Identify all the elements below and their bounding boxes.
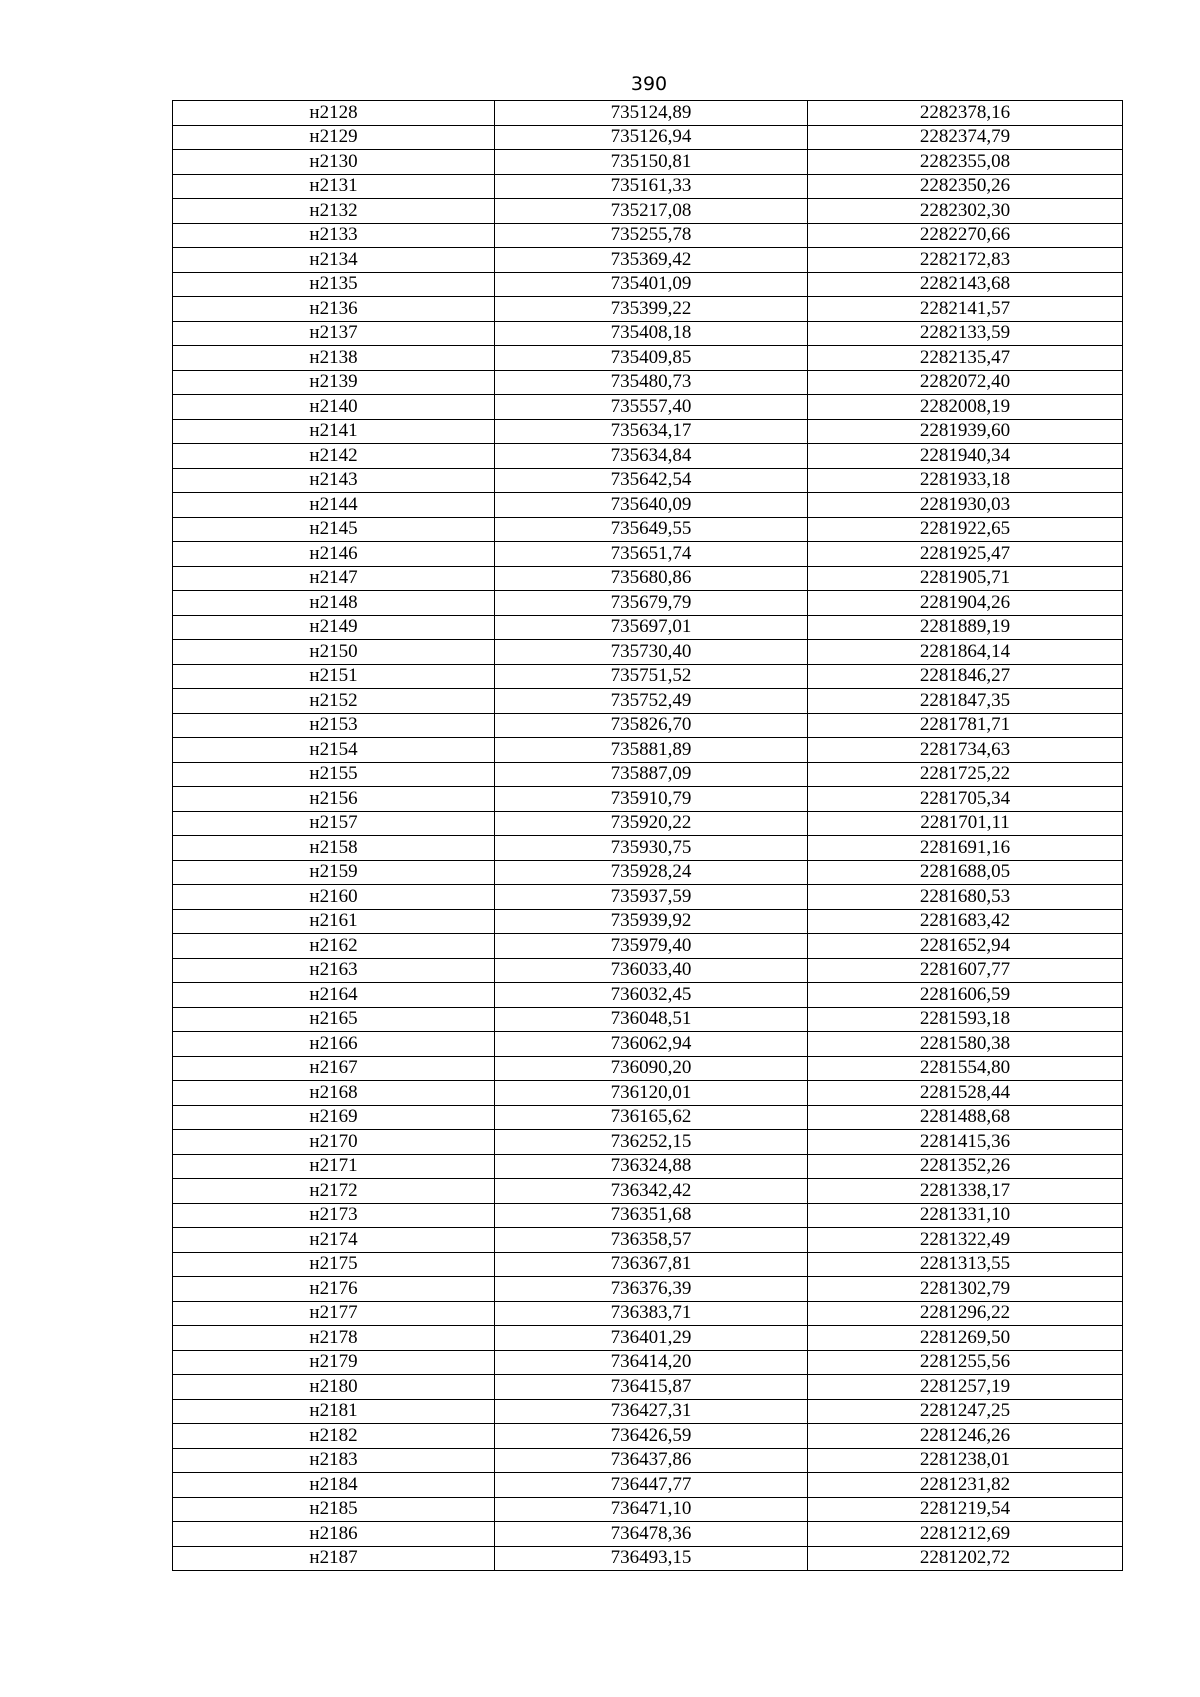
table-row <box>173 566 1123 591</box>
table-row <box>173 591 1123 616</box>
point-id-cell: н2146 <box>173 542 495 567</box>
x-coordinate-cell: 735642,54 <box>495 468 808 493</box>
y-coordinate-cell: 2281212,69 <box>808 1522 1123 1547</box>
table-row <box>173 934 1123 959</box>
x-coordinate-cell: 735651,74 <box>495 542 808 567</box>
point-id-cell: н2170 <box>173 1130 495 1155</box>
y-coordinate-cell: 2281904,26 <box>808 591 1123 616</box>
y-coordinate-cell: 2281246,26 <box>808 1424 1123 1449</box>
y-coordinate-cell: 2281338,17 <box>808 1179 1123 1204</box>
x-coordinate-cell: 735920,22 <box>495 811 808 836</box>
table-row <box>173 1301 1123 1326</box>
point-id-cell: н2138 <box>173 346 495 371</box>
table-row <box>173 811 1123 836</box>
point-id-cell: н2151 <box>173 664 495 689</box>
point-id-cell: н2186 <box>173 1522 495 1547</box>
point-id-cell: н2149 <box>173 615 495 640</box>
point-id-cell: н2137 <box>173 321 495 346</box>
x-coordinate-cell: 735826,70 <box>495 713 808 738</box>
y-coordinate-cell: 2282302,30 <box>808 199 1123 224</box>
y-coordinate-cell: 2281322,49 <box>808 1228 1123 1253</box>
table-row <box>173 689 1123 714</box>
x-coordinate-cell: 736090,20 <box>495 1056 808 1081</box>
x-coordinate-cell: 736383,71 <box>495 1301 808 1326</box>
y-coordinate-cell: 2281313,55 <box>808 1252 1123 1277</box>
table-row <box>173 223 1123 248</box>
x-coordinate-cell: 736062,94 <box>495 1032 808 1057</box>
table-row <box>173 1130 1123 1155</box>
table-row <box>173 370 1123 395</box>
y-coordinate-cell: 2281607,77 <box>808 958 1123 983</box>
table-row <box>173 640 1123 665</box>
table-row <box>173 248 1123 273</box>
x-coordinate-cell: 736367,81 <box>495 1252 808 1277</box>
table-row <box>173 1522 1123 1547</box>
x-coordinate-cell: 736165,62 <box>495 1105 808 1130</box>
y-coordinate-cell: 2281933,18 <box>808 468 1123 493</box>
point-id-cell: н2157 <box>173 811 495 836</box>
point-id-cell: н2134 <box>173 248 495 273</box>
x-coordinate-cell: 735979,40 <box>495 934 808 959</box>
y-coordinate-cell: 2281705,34 <box>808 787 1123 812</box>
y-coordinate-cell: 2282355,08 <box>808 150 1123 175</box>
y-coordinate-cell: 2281691,16 <box>808 836 1123 861</box>
point-id-cell: н2153 <box>173 713 495 738</box>
y-coordinate-cell: 2281352,26 <box>808 1154 1123 1179</box>
point-id-cell: н2178 <box>173 1326 495 1351</box>
y-coordinate-cell: 2281255,56 <box>808 1350 1123 1375</box>
y-coordinate-cell: 2281593,18 <box>808 1007 1123 1032</box>
table-row <box>173 1473 1123 1498</box>
x-coordinate-cell: 735910,79 <box>495 787 808 812</box>
point-id-cell: н2175 <box>173 1252 495 1277</box>
y-coordinate-cell: 2281296,22 <box>808 1301 1123 1326</box>
x-coordinate-cell: 736324,88 <box>495 1154 808 1179</box>
table-row <box>173 885 1123 910</box>
y-coordinate-cell: 2281683,42 <box>808 909 1123 934</box>
x-coordinate-cell: 735751,52 <box>495 664 808 689</box>
x-coordinate-cell: 736048,51 <box>495 1007 808 1032</box>
y-coordinate-cell: 2281652,94 <box>808 934 1123 959</box>
x-coordinate-cell: 735217,08 <box>495 199 808 224</box>
table-row <box>173 836 1123 861</box>
y-coordinate-cell: 2281864,14 <box>808 640 1123 665</box>
x-coordinate-cell: 736447,77 <box>495 1473 808 1498</box>
point-id-cell: н2180 <box>173 1375 495 1400</box>
x-coordinate-cell: 735887,09 <box>495 762 808 787</box>
table-row <box>173 1277 1123 1302</box>
x-coordinate-cell: 736426,59 <box>495 1424 808 1449</box>
table-row <box>173 1032 1123 1057</box>
y-coordinate-cell: 2281781,71 <box>808 713 1123 738</box>
table-row <box>173 664 1123 689</box>
point-id-cell: н2168 <box>173 1081 495 1106</box>
y-coordinate-cell: 2281488,68 <box>808 1105 1123 1130</box>
point-id-cell: н2171 <box>173 1154 495 1179</box>
y-coordinate-cell: 2281415,36 <box>808 1130 1123 1155</box>
table-row <box>173 1228 1123 1253</box>
y-coordinate-cell: 2281202,72 <box>808 1546 1123 1571</box>
y-coordinate-cell: 2282378,16 <box>808 101 1123 126</box>
y-coordinate-cell: 2281925,47 <box>808 542 1123 567</box>
point-id-cell: н2166 <box>173 1032 495 1057</box>
point-id-cell: н2143 <box>173 468 495 493</box>
point-id-cell: н2140 <box>173 395 495 420</box>
x-coordinate-cell: 735939,92 <box>495 909 808 934</box>
y-coordinate-cell: 2281257,19 <box>808 1375 1123 1400</box>
x-coordinate-cell: 735399,22 <box>495 297 808 322</box>
y-coordinate-cell: 2281231,82 <box>808 1473 1123 1498</box>
y-coordinate-cell: 2281302,79 <box>808 1277 1123 1302</box>
table-row <box>173 1326 1123 1351</box>
x-coordinate-cell: 736493,15 <box>495 1546 808 1571</box>
y-coordinate-cell: 2282270,66 <box>808 223 1123 248</box>
table-row <box>173 419 1123 444</box>
x-coordinate-cell: 735634,84 <box>495 444 808 469</box>
point-id-cell: н2135 <box>173 272 495 297</box>
x-coordinate-cell: 735557,40 <box>495 395 808 420</box>
point-id-cell: н2154 <box>173 738 495 763</box>
y-coordinate-cell: 2281847,35 <box>808 689 1123 714</box>
y-coordinate-cell: 2281940,34 <box>808 444 1123 469</box>
x-coordinate-cell: 735480,73 <box>495 370 808 395</box>
point-id-cell: н2147 <box>173 566 495 591</box>
point-id-cell: н2144 <box>173 493 495 518</box>
table-row <box>173 1350 1123 1375</box>
page-number: 390 <box>630 73 668 95</box>
y-coordinate-cell: 2281238,01 <box>808 1448 1123 1473</box>
table-row <box>173 1448 1123 1473</box>
point-id-cell: н2152 <box>173 689 495 714</box>
table-row <box>173 150 1123 175</box>
table-row <box>173 272 1123 297</box>
x-coordinate-cell: 736437,86 <box>495 1448 808 1473</box>
x-coordinate-cell: 736032,45 <box>495 983 808 1008</box>
x-coordinate-cell: 736376,39 <box>495 1277 808 1302</box>
y-coordinate-cell: 2281701,11 <box>808 811 1123 836</box>
point-id-cell: н2163 <box>173 958 495 983</box>
point-id-cell: н2132 <box>173 199 495 224</box>
point-id-cell: н2158 <box>173 836 495 861</box>
x-coordinate-cell: 735697,01 <box>495 615 808 640</box>
y-coordinate-cell: 2281606,59 <box>808 983 1123 1008</box>
x-coordinate-cell: 735752,49 <box>495 689 808 714</box>
point-id-cell: н2148 <box>173 591 495 616</box>
table-row <box>173 1154 1123 1179</box>
x-coordinate-cell: 736342,42 <box>495 1179 808 1204</box>
y-coordinate-cell: 2282133,59 <box>808 321 1123 346</box>
y-coordinate-cell: 2281734,63 <box>808 738 1123 763</box>
point-id-cell: н2162 <box>173 934 495 959</box>
x-coordinate-cell: 736120,01 <box>495 1081 808 1106</box>
point-id-cell: н2136 <box>173 297 495 322</box>
x-coordinate-cell: 735649,55 <box>495 517 808 542</box>
point-id-cell: н2142 <box>173 444 495 469</box>
point-id-cell: н2141 <box>173 419 495 444</box>
x-coordinate-cell: 736252,15 <box>495 1130 808 1155</box>
y-coordinate-cell: 2282374,79 <box>808 125 1123 150</box>
x-coordinate-cell: 735680,86 <box>495 566 808 591</box>
x-coordinate-cell: 736478,36 <box>495 1522 808 1547</box>
table-row <box>173 909 1123 934</box>
x-coordinate-cell: 736427,31 <box>495 1399 808 1424</box>
point-id-cell: н2173 <box>173 1203 495 1228</box>
table-row <box>173 1399 1123 1424</box>
coordinates-table <box>172 100 1123 1571</box>
table-row <box>173 983 1123 1008</box>
point-id-cell: н2185 <box>173 1497 495 1522</box>
x-coordinate-cell: 736033,40 <box>495 958 808 983</box>
x-coordinate-cell: 735255,78 <box>495 223 808 248</box>
point-id-cell: н2181 <box>173 1399 495 1424</box>
table-row <box>173 1105 1123 1130</box>
table-row <box>173 125 1123 150</box>
y-coordinate-cell: 2281554,80 <box>808 1056 1123 1081</box>
point-id-cell: н2160 <box>173 885 495 910</box>
x-coordinate-cell: 736415,87 <box>495 1375 808 1400</box>
table-row <box>173 1007 1123 1032</box>
point-id-cell: н2139 <box>173 370 495 395</box>
y-coordinate-cell: 2282072,40 <box>808 370 1123 395</box>
table-row <box>173 1179 1123 1204</box>
point-id-cell: н2155 <box>173 762 495 787</box>
table-row <box>173 101 1123 126</box>
y-coordinate-cell: 2281269,50 <box>808 1326 1123 1351</box>
table-row <box>173 1424 1123 1449</box>
point-id-cell: н2133 <box>173 223 495 248</box>
point-id-cell: н2167 <box>173 1056 495 1081</box>
table-row <box>173 738 1123 763</box>
point-id-cell: н2145 <box>173 517 495 542</box>
point-id-cell: н2187 <box>173 1546 495 1571</box>
y-coordinate-cell: 2281922,65 <box>808 517 1123 542</box>
y-coordinate-cell: 2281905,71 <box>808 566 1123 591</box>
table-row <box>173 468 1123 493</box>
y-coordinate-cell: 2281725,22 <box>808 762 1123 787</box>
x-coordinate-cell: 735634,17 <box>495 419 808 444</box>
table-row <box>173 860 1123 885</box>
y-coordinate-cell: 2281580,38 <box>808 1032 1123 1057</box>
point-id-cell: н2179 <box>173 1350 495 1375</box>
x-coordinate-cell: 736401,29 <box>495 1326 808 1351</box>
table-row <box>173 321 1123 346</box>
table-row <box>173 199 1123 224</box>
y-coordinate-cell: 2282008,19 <box>808 395 1123 420</box>
x-coordinate-cell: 735150,81 <box>495 150 808 175</box>
x-coordinate-cell: 735928,24 <box>495 860 808 885</box>
table-row <box>173 1375 1123 1400</box>
x-coordinate-cell: 735124,89 <box>495 101 808 126</box>
point-id-cell: н2156 <box>173 787 495 812</box>
table-row <box>173 1546 1123 1571</box>
x-coordinate-cell: 735161,33 <box>495 174 808 199</box>
x-coordinate-cell: 736351,68 <box>495 1203 808 1228</box>
point-id-cell: н2131 <box>173 174 495 199</box>
x-coordinate-cell: 735409,85 <box>495 346 808 371</box>
table-row <box>173 787 1123 812</box>
x-coordinate-cell: 736471,10 <box>495 1497 808 1522</box>
x-coordinate-cell: 735126,94 <box>495 125 808 150</box>
y-coordinate-cell: 2281930,03 <box>808 493 1123 518</box>
y-coordinate-cell: 2281219,54 <box>808 1497 1123 1522</box>
point-id-cell: н2176 <box>173 1277 495 1302</box>
y-coordinate-cell: 2281331,10 <box>808 1203 1123 1228</box>
table-row <box>173 615 1123 640</box>
y-coordinate-cell: 2282141,57 <box>808 297 1123 322</box>
point-id-cell: н2159 <box>173 860 495 885</box>
table-row <box>173 297 1123 322</box>
point-id-cell: н2150 <box>173 640 495 665</box>
y-coordinate-cell: 2282143,68 <box>808 272 1123 297</box>
x-coordinate-cell: 735937,59 <box>495 885 808 910</box>
point-id-cell: н2172 <box>173 1179 495 1204</box>
y-coordinate-cell: 2281846,27 <box>808 664 1123 689</box>
x-coordinate-cell: 735640,09 <box>495 493 808 518</box>
table-row <box>173 542 1123 567</box>
table-row <box>173 346 1123 371</box>
point-id-cell: н2129 <box>173 125 495 150</box>
table-row <box>173 762 1123 787</box>
y-coordinate-cell: 2281247,25 <box>808 1399 1123 1424</box>
table-row <box>173 1056 1123 1081</box>
x-coordinate-cell: 736414,20 <box>495 1350 808 1375</box>
x-coordinate-cell: 735408,18 <box>495 321 808 346</box>
point-id-cell: н2174 <box>173 1228 495 1253</box>
table-row <box>173 517 1123 542</box>
table-row <box>173 1497 1123 1522</box>
point-id-cell: н2130 <box>173 150 495 175</box>
table-row <box>173 174 1123 199</box>
y-coordinate-cell: 2281528,44 <box>808 1081 1123 1106</box>
y-coordinate-cell: 2281889,19 <box>808 615 1123 640</box>
x-coordinate-cell: 735369,42 <box>495 248 808 273</box>
table-row <box>173 1081 1123 1106</box>
point-id-cell: н2184 <box>173 1473 495 1498</box>
point-id-cell: н2164 <box>173 983 495 1008</box>
x-coordinate-cell: 736358,57 <box>495 1228 808 1253</box>
x-coordinate-cell: 735401,09 <box>495 272 808 297</box>
point-id-cell: н2177 <box>173 1301 495 1326</box>
point-id-cell: н2183 <box>173 1448 495 1473</box>
y-coordinate-cell: 2281688,05 <box>808 860 1123 885</box>
y-coordinate-cell: 2281680,53 <box>808 885 1123 910</box>
x-coordinate-cell: 735730,40 <box>495 640 808 665</box>
table-row <box>173 395 1123 420</box>
table-row <box>173 713 1123 738</box>
y-coordinate-cell: 2282172,83 <box>808 248 1123 273</box>
coordinates-table-body <box>173 101 1123 1571</box>
x-coordinate-cell: 735679,79 <box>495 591 808 616</box>
x-coordinate-cell: 735930,75 <box>495 836 808 861</box>
x-coordinate-cell: 735881,89 <box>495 738 808 763</box>
point-id-cell: н2169 <box>173 1105 495 1130</box>
table-row <box>173 493 1123 518</box>
table-row <box>173 958 1123 983</box>
table-row <box>173 1203 1123 1228</box>
point-id-cell: н2165 <box>173 1007 495 1032</box>
y-coordinate-cell: 2281939,60 <box>808 419 1123 444</box>
table-row <box>173 444 1123 469</box>
y-coordinate-cell: 2282135,47 <box>808 346 1123 371</box>
table-row <box>173 1252 1123 1277</box>
y-coordinate-cell: 2282350,26 <box>808 174 1123 199</box>
point-id-cell: н2128 <box>173 101 495 126</box>
point-id-cell: н2182 <box>173 1424 495 1449</box>
point-id-cell: н2161 <box>173 909 495 934</box>
